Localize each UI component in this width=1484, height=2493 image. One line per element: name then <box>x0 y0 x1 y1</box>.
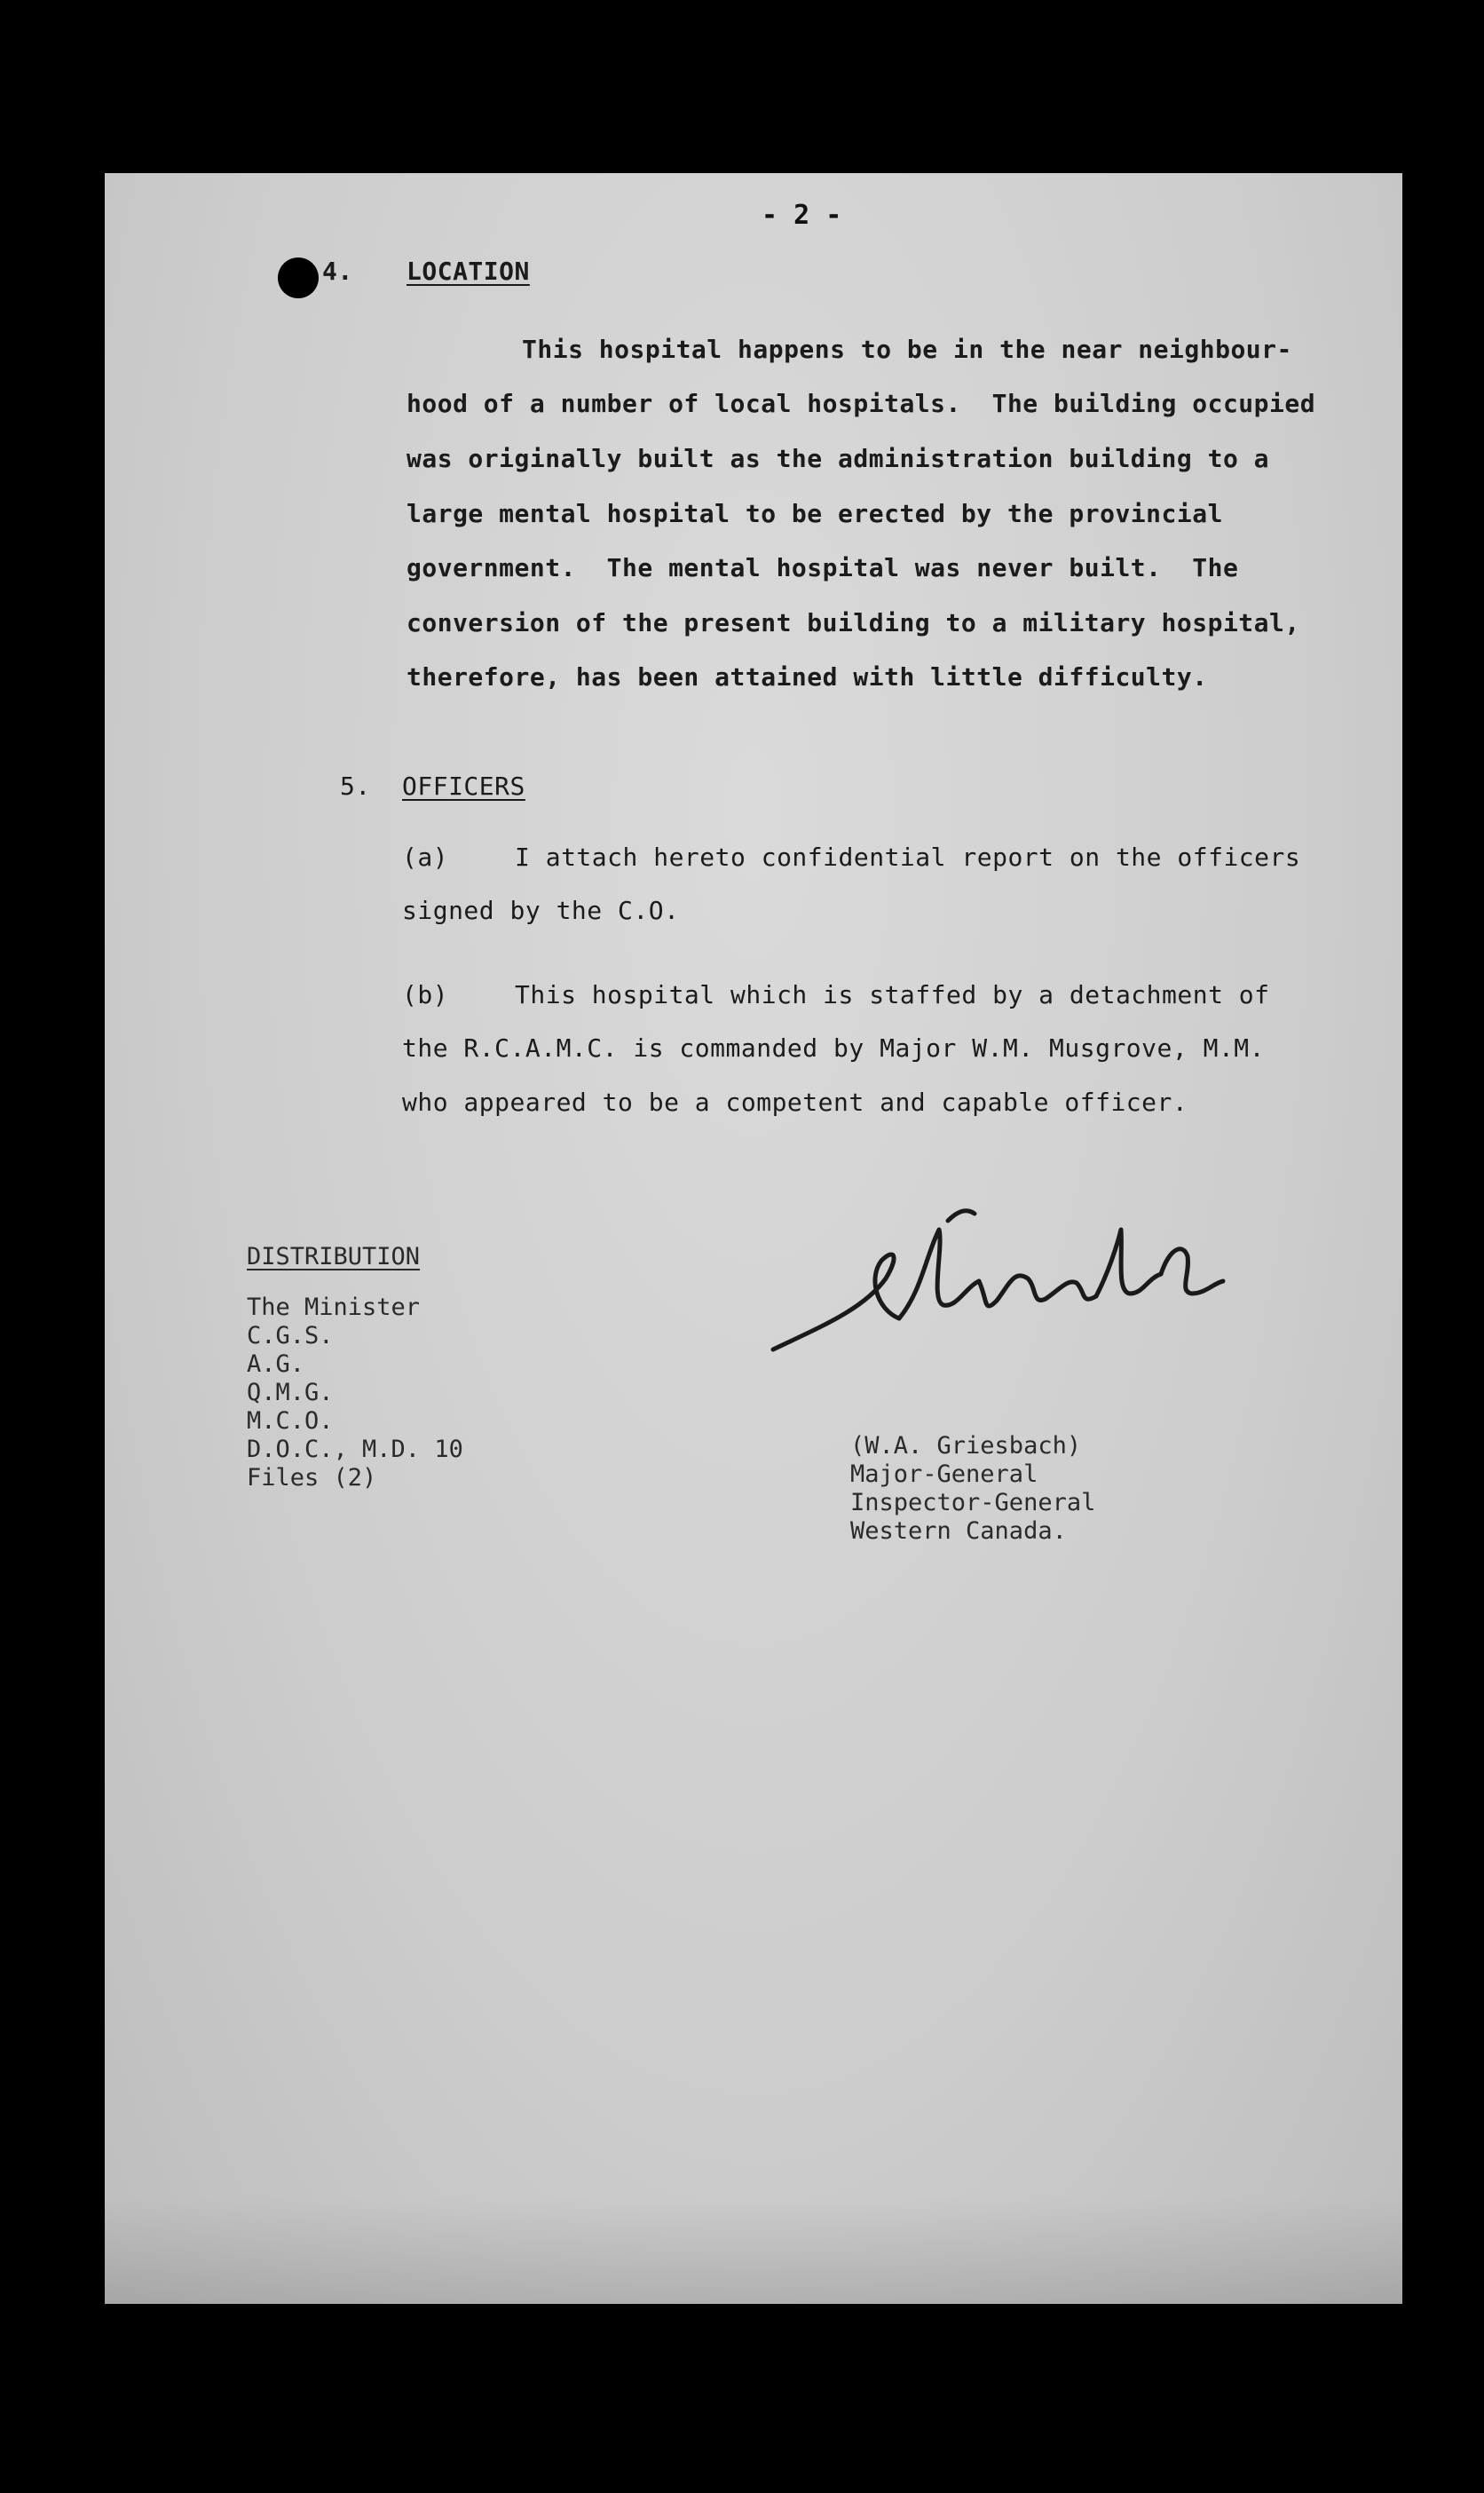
distribution-item: Files (2) <box>247 1464 377 1492</box>
para-a-line-2: signed by the C.O. <box>402 896 680 925</box>
signature-block <box>850 1432 1095 1546</box>
signature-stroke <box>1161 1249 1223 1294</box>
section4-line-4: large mental hospital to be erected by the provincial <box>407 499 1223 528</box>
para-b-line-1: This hospital which is staffed by a detachment of <box>515 980 1270 1009</box>
page-edge-shadow <box>105 2197 1402 2304</box>
para-b-label: (b) <box>402 980 449 1009</box>
section5-heading: OFFICERS <box>402 772 525 801</box>
para-b-line-2: the R.C.A.M.C. is commanded by Major W.M. Musgrove, M.M. <box>402 1033 1266 1063</box>
signature-stroke <box>899 1230 979 1318</box>
signature-stroke <box>948 1211 975 1221</box>
punch-hole <box>278 257 319 298</box>
signature-name: (W.A. Griesbach) <box>850 1432 1082 1460</box>
distribution-item: M.C.O. <box>247 1407 334 1435</box>
section4-line-6: conversion of the present building to a military hospital, <box>407 608 1300 637</box>
distribution-item: A.G. <box>247 1350 305 1378</box>
section4-line-3: was originally built as the administration building to a <box>407 444 1270 473</box>
para-a-label: (a) <box>402 843 449 872</box>
signature-stroke <box>1096 1230 1161 1296</box>
distribution-list <box>247 1294 463 1492</box>
section4-line-1: This hospital happens to be in the near neighbour- <box>522 335 1292 364</box>
section4-heading: LOCATION <box>407 257 530 286</box>
page-number: - 2 - <box>762 200 842 231</box>
section5-number: 5. <box>340 772 371 801</box>
distribution-item: The Minister <box>247 1294 421 1321</box>
distribution-heading: DISTRIBUTION <box>247 1243 421 1270</box>
para-a-line-1: I attach hereto confidential report on the officers <box>515 843 1301 872</box>
handwritten-signature <box>766 1194 1227 1398</box>
signature-stroke <box>1046 1282 1096 1299</box>
para-b-line-3: who appeared to be a competent and capable officer. <box>402 1088 1188 1117</box>
signature-stroke <box>773 1254 899 1349</box>
document-page <box>105 173 1402 2304</box>
section4-line-5: government. The mental hospital was never built. The <box>407 553 1239 582</box>
distribution-item: C.G.S. <box>247 1322 334 1349</box>
section4-line-7: therefore, has been attained with little difficulty. <box>407 662 1208 692</box>
signature-rank: Major-General <box>850 1460 1038 1488</box>
distribution-item: D.O.C., M.D. 10 <box>247 1436 463 1463</box>
distribution-item: Q.M.G. <box>247 1379 334 1406</box>
signature-stroke <box>979 1276 1046 1306</box>
section4-number: 4. <box>322 257 353 286</box>
signature-region: Western Canada. <box>850 1517 1067 1545</box>
section4-line-2: hood of a number of local hospitals. The building occupied <box>407 389 1316 418</box>
signature-title: Inspector-General <box>850 1489 1096 1516</box>
